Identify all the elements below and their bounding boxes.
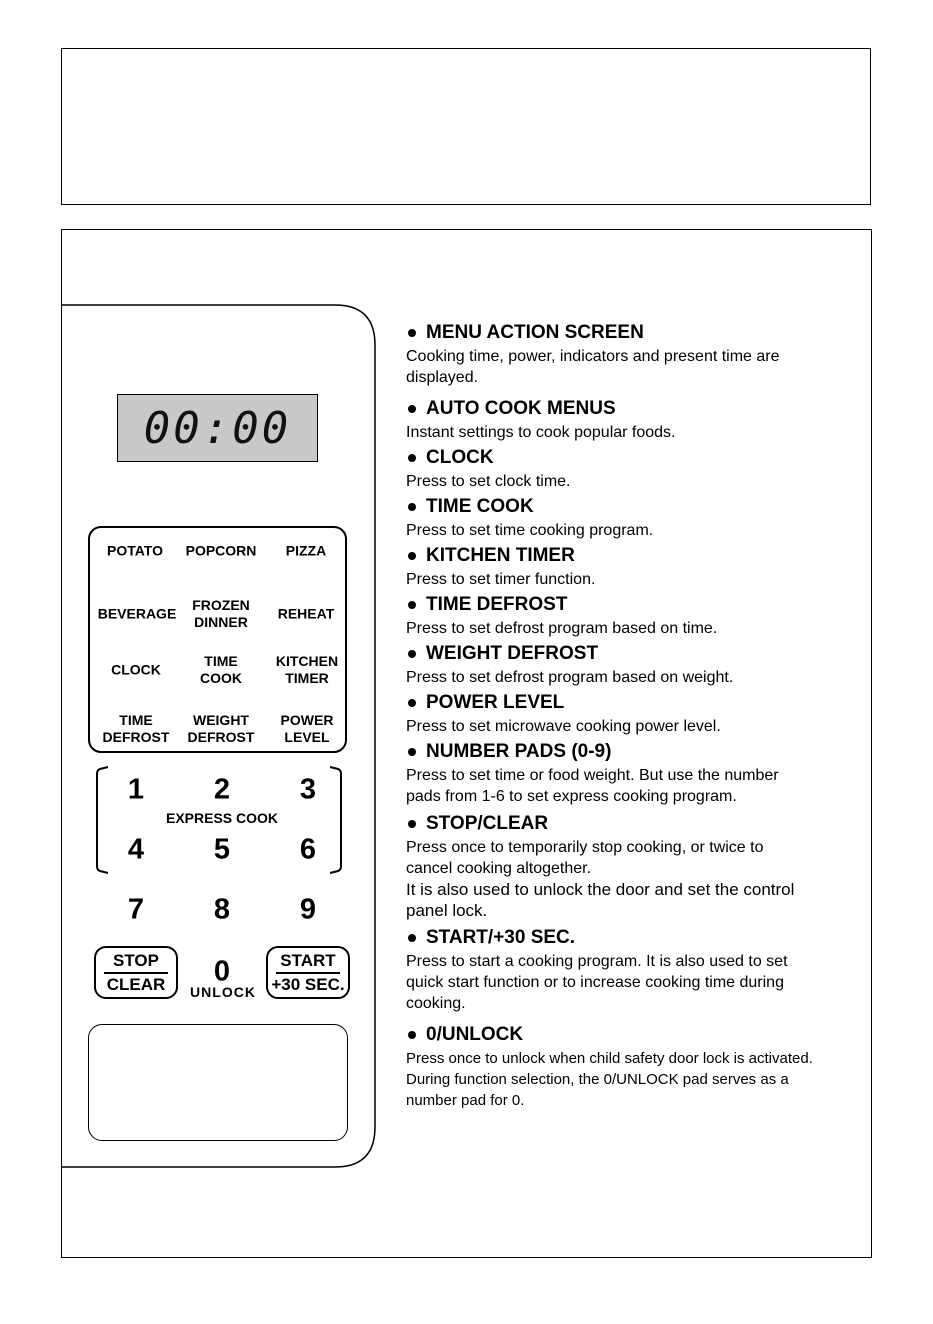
number-pad-1[interactable]: 1 <box>127 773 145 806</box>
button-divider <box>104 972 168 974</box>
bullet-icon <box>408 552 416 560</box>
number-pad-5[interactable]: 5 <box>213 833 231 866</box>
beverage-button[interactable]: BEVERAGE <box>97 605 177 622</box>
desc-unlock: 0/UNLOCK Press once to unlock when child safety door lock is activated. During function selection, the 0/UNLOCK pad serves as a number pad for 0. <box>406 1024 813 1109</box>
bullet-icon <box>408 454 416 462</box>
plus30-label: +30 SEC. <box>271 974 345 994</box>
bullet-icon <box>408 601 416 609</box>
power-level-button[interactable]: POWER LEVEL <box>280 712 334 745</box>
desc-start: START/+30 SEC. Press to start a cooking program. It is also used to set quick start function or to increase cooking time during cooking. <box>406 927 788 1012</box>
number-pad-2[interactable]: 2 <box>213 773 231 806</box>
bullet-icon <box>408 934 416 942</box>
desc-weight-defrost: WEIGHT DEFROST Press to set defrost program based on weight. <box>406 643 734 686</box>
bullet-icon <box>408 699 416 707</box>
clock-button[interactable]: CLOCK <box>111 661 161 678</box>
display-time: 00:00 <box>143 402 292 454</box>
stop-label: STOP <box>113 950 159 970</box>
number-pad-7[interactable]: 7 <box>127 893 145 926</box>
number-pad-6[interactable]: 6 <box>299 833 317 866</box>
button-divider <box>276 972 340 974</box>
start-label: START <box>280 950 336 970</box>
number-pad-0[interactable]: 0 <box>213 955 231 988</box>
number-pad-3[interactable]: 3 <box>299 773 317 806</box>
desc-time-defrost: TIME DEFROST Press to set defrost program based on time. <box>406 594 718 637</box>
bullet-icon <box>408 1031 416 1039</box>
description-list <box>406 320 866 1111</box>
desc-stop-clear: STOP/CLEAR Press once to temporarily stop cooking, or twice to cancel cooking altogether. It is also used to unlock the door and set the control panel lock. <box>406 813 795 920</box>
number-pad-9[interactable]: 9 <box>299 893 317 926</box>
desc-power-level: POWER LEVEL Press to set microwave cooking power level. <box>406 692 721 735</box>
bullet-icon <box>408 329 416 337</box>
desc-number-pads: NUMBER PADS (0-9) Press to set time or food weight. But use the number pads from 1-6 to set express cooking program. <box>406 741 779 805</box>
desc-clock: CLOCK Press to set clock time. <box>406 447 571 490</box>
bullet-icon <box>408 503 416 511</box>
popcorn-button[interactable]: POPCORN <box>185 542 257 559</box>
potato-button[interactable]: POTATO <box>107 542 163 559</box>
reheat-button[interactable]: REHEAT <box>277 605 335 622</box>
start-button[interactable] <box>266 946 350 999</box>
weight-defrost-button[interactable]: WEIGHT DEFROST <box>187 712 255 745</box>
desc-auto-cook-menus: AUTO COOK MENUS Instant settings to cook popular foods. <box>406 398 676 441</box>
menu-action-screen <box>117 394 318 462</box>
number-pad-8[interactable]: 8 <box>213 893 231 926</box>
bullet-icon <box>408 405 416 413</box>
unlock-label: UNLOCK <box>190 984 256 1000</box>
clear-label: CLEAR <box>106 974 166 994</box>
kitchen-timer-button[interactable]: KITCHEN TIMER <box>275 653 339 686</box>
time-cook-button[interactable]: TIME COOK <box>200 653 242 686</box>
number-pad-4[interactable]: 4 <box>127 833 145 866</box>
bullet-icon <box>408 650 416 658</box>
pizza-button[interactable]: PIZZA <box>285 542 327 559</box>
desc-menu-action-screen: MENU ACTION SCREEN Cooking time, power, indicators and present time are displayed. <box>406 322 780 386</box>
desc-kitchen-timer: KITCHEN TIMER Press to set timer function. <box>406 545 596 588</box>
frozen-dinner-button[interactable]: FROZEN DINNER <box>192 597 250 630</box>
express-cook-label: EXPRESS COOK <box>165 810 279 826</box>
bullet-icon <box>408 820 416 828</box>
stop-clear-button[interactable] <box>94 946 178 999</box>
time-defrost-button[interactable]: TIME DEFROST <box>102 712 170 745</box>
desc-time-cook: TIME COOK Press to set time cooking program. <box>406 496 654 539</box>
door-release-pad[interactable] <box>88 1024 348 1141</box>
bullet-icon <box>408 748 416 756</box>
